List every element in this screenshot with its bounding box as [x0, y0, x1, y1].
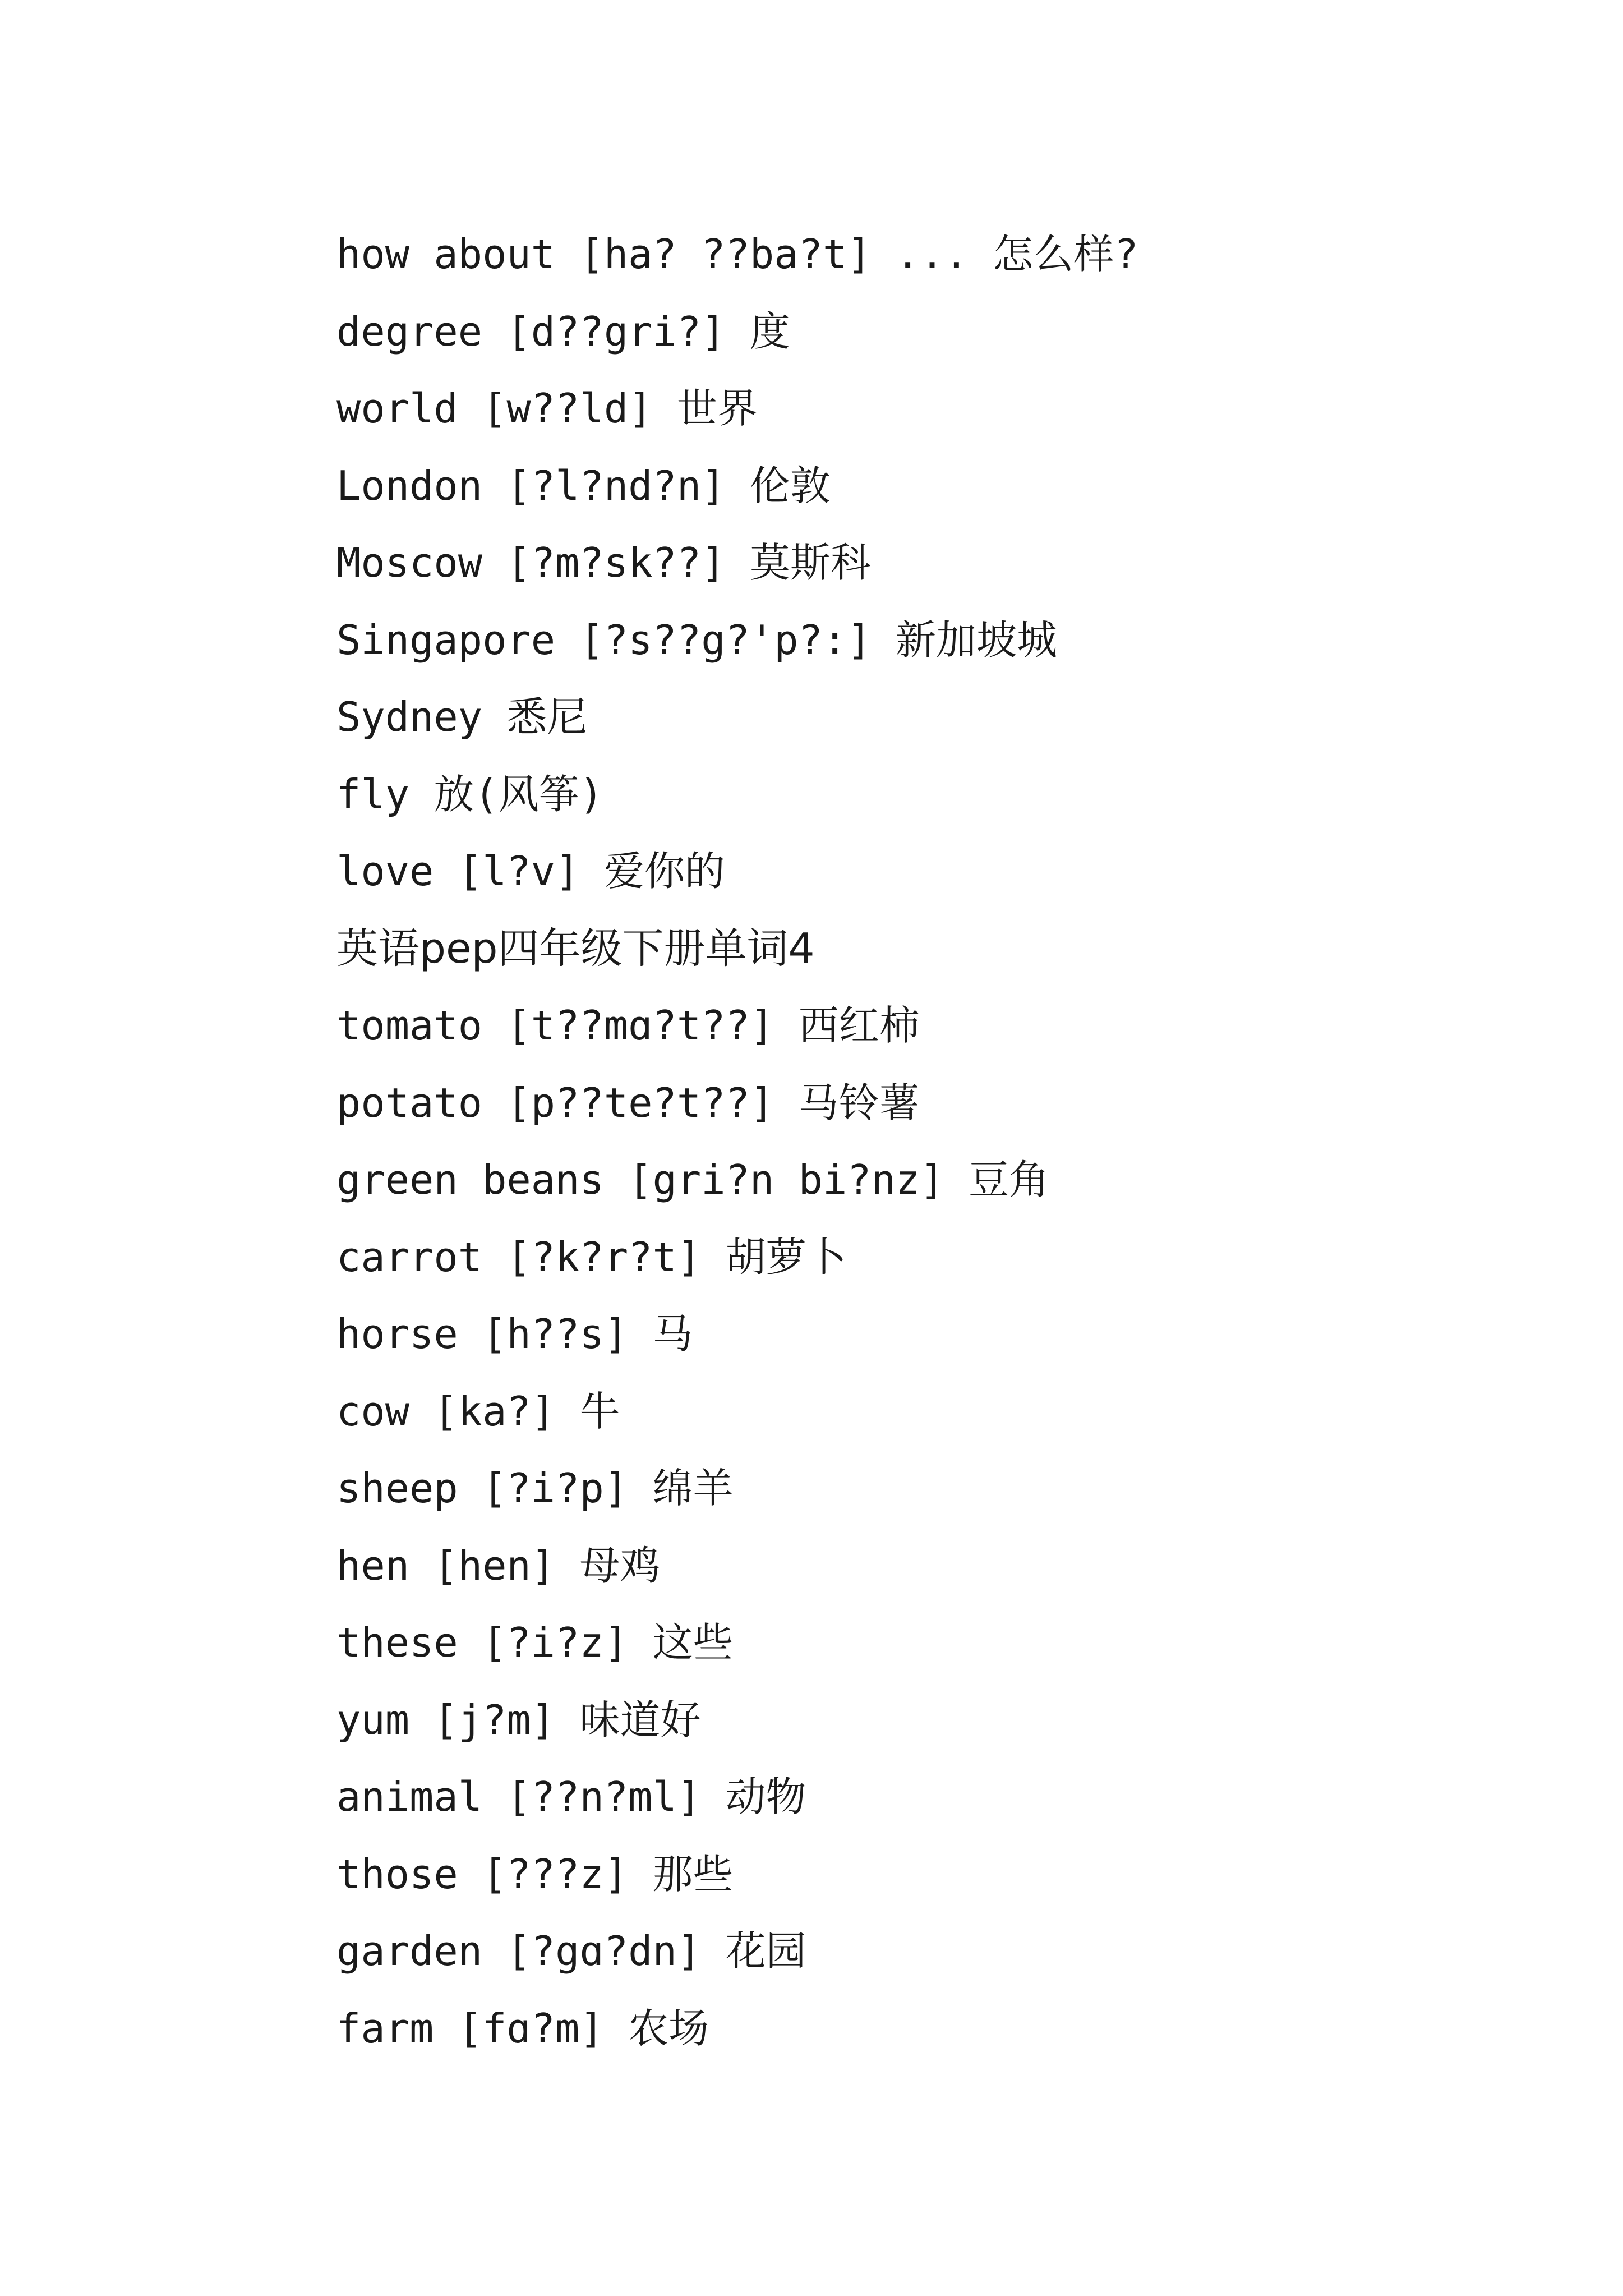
- vocab-line: farm [fɑ?m] 农场: [336, 2004, 709, 2052]
- vocab-line: potato [p??te?t??] 马铃薯: [336, 1079, 920, 1126]
- vocab-line: these [?i?z] 这些: [336, 1619, 734, 1666]
- vocab-line: love [l?v] 爱你的: [336, 848, 725, 895]
- vocab-line: Sydney 悉尼: [336, 693, 588, 740]
- vocab-line: fly 放(风筝): [336, 770, 604, 818]
- vocab-line: horse [h??s] 马: [336, 1310, 693, 1358]
- section-heading: 英语pep四年级下册单词4: [336, 924, 815, 973]
- vocab-line: degree [d??gri?] 度: [336, 307, 790, 355]
- vocab-line: cow [ka?] 牛: [336, 1387, 620, 1435]
- vocab-line: carrot [?k?r?t] 胡萝卜: [336, 1233, 847, 1281]
- vocab-line: garden [?gɑ?dn] 花园: [336, 1927, 806, 1975]
- vocab-line: Moscow [?m?sk??] 莫斯科: [336, 539, 871, 586]
- vocab-line: how about [ha? ??ba?t] ... 怎么样?: [336, 231, 1138, 278]
- vocab-line: those [???z] 那些: [336, 1850, 734, 1898]
- vocabulary-list: [336, 216, 1514, 2067]
- vocab-line: world [w??ld] 世界: [336, 385, 758, 432]
- vocab-line: Singapore [?s??g?'p?:] 新加坡城: [336, 616, 1057, 664]
- vocab-line: sheep [?i?p] 绵羊: [336, 1465, 734, 1512]
- vocab-line: tomato [t??mɑ?t??] 西红柿: [336, 1002, 920, 1049]
- vocab-line: yum [j?m] 味道好: [336, 1696, 701, 1743]
- vocab-line: hen [hen] 母鸡: [336, 1542, 661, 1589]
- vocab-line: animal [??n?ml] 动物: [336, 1773, 806, 1820]
- vocab-line: London [?l?nd?n] 伦敦: [336, 462, 831, 509]
- vocab-line: green beans [gri?n bi?nz] 豆角: [336, 1156, 1050, 1203]
